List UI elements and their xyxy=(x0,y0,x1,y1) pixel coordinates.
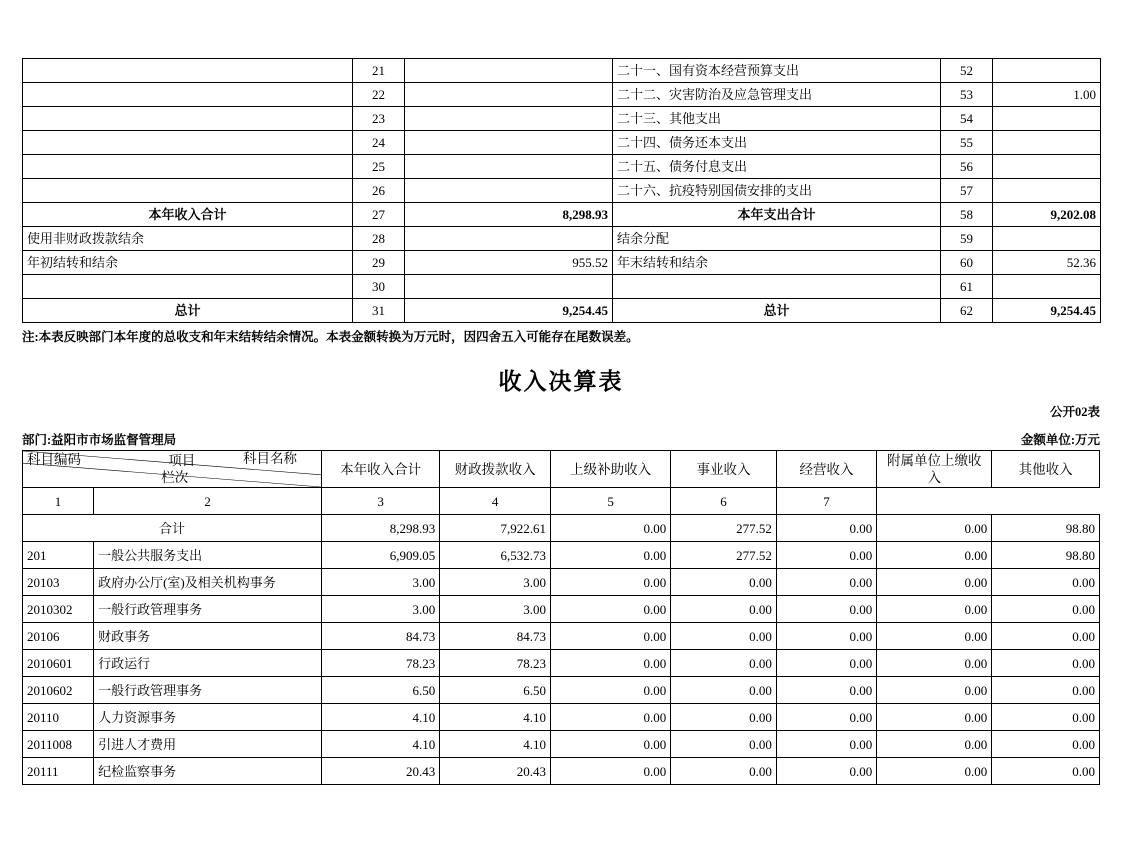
form-number: 公开02表 xyxy=(1049,405,1100,419)
cell-value: 0.00 xyxy=(877,758,992,785)
cell-value: 6.50 xyxy=(440,677,551,704)
func-code: 2010601 xyxy=(23,650,94,677)
cell-value: 0.00 xyxy=(551,704,671,731)
cell-value: 0.00 xyxy=(671,569,777,596)
left-row-no: 21 xyxy=(353,59,405,83)
subject-name: 人力资源事务 xyxy=(94,704,322,731)
cell-value: 277.52 xyxy=(671,542,777,569)
cell-value: 78.23 xyxy=(440,650,551,677)
cell-value: 0.00 xyxy=(877,623,992,650)
right-label: 结余分配 xyxy=(613,227,941,251)
left-label xyxy=(23,275,353,299)
table-row xyxy=(23,758,1100,785)
cell-value: 0.00 xyxy=(671,758,777,785)
column-number: 4 xyxy=(440,488,551,515)
left-row-no: 27 xyxy=(353,203,405,227)
left-label xyxy=(23,131,353,155)
right-row-no: 62 xyxy=(941,299,993,323)
func-code: 20103 xyxy=(23,569,94,596)
column-number: 1 xyxy=(23,488,94,515)
left-row-no: 31 xyxy=(353,299,405,323)
cell-value: 0.00 xyxy=(776,569,876,596)
cell-value: 4.10 xyxy=(322,731,440,758)
right-row-no: 52 xyxy=(941,59,993,83)
cell-value: 0.00 xyxy=(551,650,671,677)
cell-value: 6,909.05 xyxy=(322,542,440,569)
right-label: 二十六、抗疫特别国债安排的支出 xyxy=(613,179,941,203)
total-value: 0.00 xyxy=(776,515,876,542)
subject-name: 纪检监察事务 xyxy=(94,758,322,785)
right-row-no: 54 xyxy=(941,107,993,131)
cell-value: 0.00 xyxy=(992,623,1100,650)
cell-value: 4.10 xyxy=(322,704,440,731)
cell-value: 0.00 xyxy=(877,542,992,569)
cell-value: 0.00 xyxy=(671,731,777,758)
right-amount: 9,254.45 xyxy=(993,299,1101,323)
left-amount xyxy=(405,59,613,83)
right-row-no: 53 xyxy=(941,83,993,107)
income-table-body xyxy=(23,515,1100,785)
right-amount xyxy=(993,275,1101,299)
cell-value: 0.00 xyxy=(877,569,992,596)
table-row xyxy=(23,569,1100,596)
total-value: 0.00 xyxy=(877,515,992,542)
right-row-no: 60 xyxy=(941,251,993,275)
cell-value: 0.00 xyxy=(992,596,1100,623)
subject-name: 一般行政管理事务 xyxy=(94,677,322,704)
subject-name: 引进人才费用 xyxy=(94,731,322,758)
func-code: 2010302 xyxy=(23,596,94,623)
right-row-no: 59 xyxy=(941,227,993,251)
table-row xyxy=(23,251,1101,275)
cell-value: 0.00 xyxy=(551,569,671,596)
right-row-no: 57 xyxy=(941,179,993,203)
left-amount xyxy=(405,227,613,251)
header-row xyxy=(23,451,1100,488)
cell-value: 0.00 xyxy=(877,650,992,677)
left-amount xyxy=(405,83,613,107)
cell-value: 6.50 xyxy=(322,677,440,704)
table-row xyxy=(23,623,1100,650)
amount-unit-label: 金额单位:万元 xyxy=(1020,433,1100,447)
expenditure-table-body xyxy=(23,59,1101,323)
total-value: 7,922.61 xyxy=(440,515,551,542)
income-table-head xyxy=(23,451,1100,515)
table-row-total xyxy=(23,515,1100,542)
right-row-no: 56 xyxy=(941,155,993,179)
cell-value: 0.00 xyxy=(992,758,1100,785)
column-header: 本年收入合计 xyxy=(322,451,440,488)
right-label: 本年支出合计 xyxy=(613,203,941,227)
table-row xyxy=(23,155,1101,179)
cell-value: 0.00 xyxy=(992,677,1100,704)
corner-header-cell xyxy=(23,451,322,488)
right-amount xyxy=(993,131,1101,155)
column-header: 经营收入 xyxy=(776,451,876,488)
table-row xyxy=(23,131,1101,155)
cell-value: 20.43 xyxy=(440,758,551,785)
cell-value: 0.00 xyxy=(776,596,876,623)
right-label: 二十二、灾害防治及应急管理支出 xyxy=(613,83,941,107)
subject-name: 一般行政管理事务 xyxy=(94,596,322,623)
right-amount: 52.36 xyxy=(993,251,1101,275)
cell-value: 0.00 xyxy=(551,731,671,758)
column-number: 6 xyxy=(671,488,777,515)
cell-value: 20.43 xyxy=(322,758,440,785)
left-row-no: 22 xyxy=(353,83,405,107)
left-row-no: 24 xyxy=(353,131,405,155)
right-label: 二十三、其他支出 xyxy=(613,107,941,131)
left-row-no: 26 xyxy=(353,179,405,203)
left-amount: 8,298.93 xyxy=(405,203,613,227)
table-row xyxy=(23,275,1101,299)
cell-value: 0.00 xyxy=(776,623,876,650)
func-code: 2010602 xyxy=(23,677,94,704)
cell-value: 0.00 xyxy=(776,650,876,677)
table-row xyxy=(23,179,1101,203)
cell-value: 98.80 xyxy=(992,542,1100,569)
func-code: 201 xyxy=(23,542,94,569)
func-code: 2011008 xyxy=(23,731,94,758)
corner-func-code-label xyxy=(27,451,81,468)
cell-value: 3.00 xyxy=(440,569,551,596)
subject-name: 一般公共服务支出 xyxy=(94,542,322,569)
table-row xyxy=(23,704,1100,731)
column-header: 附属单位上缴收入 xyxy=(877,451,992,488)
cell-value: 0.00 xyxy=(992,704,1100,731)
left-label xyxy=(23,83,353,107)
cell-value: 0.00 xyxy=(671,677,777,704)
func-code: 20111 xyxy=(23,758,94,785)
cell-value: 3.00 xyxy=(322,596,440,623)
total-value: 98.80 xyxy=(992,515,1100,542)
table-row xyxy=(23,731,1100,758)
left-label: 年初结转和结余 xyxy=(23,251,353,275)
right-row-no: 55 xyxy=(941,131,993,155)
document-page xyxy=(0,58,1122,851)
income-final-accounts-table xyxy=(22,450,1100,785)
left-row-no: 28 xyxy=(353,227,405,251)
cell-value: 0.00 xyxy=(877,704,992,731)
table-row xyxy=(23,596,1100,623)
table-meta-row xyxy=(22,430,1100,448)
left-amount xyxy=(405,275,613,299)
column-header: 事业收入 xyxy=(671,451,777,488)
left-label xyxy=(23,59,353,83)
right-amount xyxy=(993,59,1101,83)
left-amount: 955.52 xyxy=(405,251,613,275)
cell-value: 0.00 xyxy=(776,758,876,785)
cell-value: 0.00 xyxy=(877,677,992,704)
cell-value: 3.00 xyxy=(322,569,440,596)
column-header: 其他收入 xyxy=(992,451,1100,488)
left-row-no: 25 xyxy=(353,155,405,179)
table-row-grand-total xyxy=(23,299,1101,323)
department-label: 部门:益阳市市场监督管理局 xyxy=(22,433,177,447)
cell-value: 4.10 xyxy=(440,731,551,758)
right-label: 二十五、债务付息支出 xyxy=(613,155,941,179)
left-label: 总计 xyxy=(23,299,353,323)
left-amount xyxy=(405,107,613,131)
corner-lanci-label: 栏次 xyxy=(161,470,189,485)
left-row-no: 30 xyxy=(353,275,405,299)
subject-name: 财政事务 xyxy=(94,623,322,650)
cell-value: 0.00 xyxy=(776,704,876,731)
right-amount xyxy=(993,155,1101,179)
total-value: 0.00 xyxy=(551,515,671,542)
cell-value: 0.00 xyxy=(776,677,876,704)
right-label: 年末结转和结余 xyxy=(613,251,941,275)
left-label: 使用非财政拨款结余 xyxy=(23,227,353,251)
right-row-no: 61 xyxy=(941,275,993,299)
column-number: 3 xyxy=(322,488,440,515)
right-amount xyxy=(993,227,1101,251)
column-number: 2 xyxy=(94,488,322,515)
corner-project-label: 项目 xyxy=(168,453,196,468)
cell-value: 0.00 xyxy=(551,542,671,569)
column-header: 财政拨款收入 xyxy=(440,451,551,488)
cell-value: 0.00 xyxy=(776,731,876,758)
cell-value: 84.73 xyxy=(440,623,551,650)
right-amount xyxy=(993,107,1101,131)
cell-value: 78.23 xyxy=(322,650,440,677)
cell-value: 4.10 xyxy=(440,704,551,731)
func-code: 20106 xyxy=(23,623,94,650)
cell-value: 0.00 xyxy=(671,650,777,677)
right-label: 二十四、债务还本支出 xyxy=(613,131,941,155)
right-amount: 9,202.08 xyxy=(993,203,1101,227)
cell-value: 0.00 xyxy=(776,542,876,569)
cell-value: 0.00 xyxy=(671,704,777,731)
left-label xyxy=(23,179,353,203)
table-row-total-year xyxy=(23,203,1101,227)
left-row-no: 23 xyxy=(353,107,405,131)
func-code: 20110 xyxy=(23,704,94,731)
table-row xyxy=(23,83,1101,107)
total-label: 合计 xyxy=(23,515,322,542)
cell-value: 0.00 xyxy=(992,650,1100,677)
total-value: 277.52 xyxy=(671,515,777,542)
corner-func-code-line2: 科目编码 xyxy=(27,452,81,467)
table-row xyxy=(23,107,1101,131)
cell-value: 3.00 xyxy=(440,596,551,623)
subject-name: 行政运行 xyxy=(94,650,322,677)
table-row xyxy=(23,59,1101,83)
left-amount: 9,254.45 xyxy=(405,299,613,323)
column-header: 上级补助收入 xyxy=(551,451,671,488)
cell-value: 0.00 xyxy=(551,758,671,785)
cell-value: 0.00 xyxy=(551,677,671,704)
table-row xyxy=(23,227,1101,251)
cell-value: 6,532.73 xyxy=(440,542,551,569)
table-row xyxy=(23,650,1100,677)
right-label: 二十一、国有资本经营预算支出 xyxy=(613,59,941,83)
corner-subject-name-label: 科目名称 xyxy=(243,451,298,466)
right-row-no: 58 xyxy=(941,203,993,227)
left-label xyxy=(23,155,353,179)
column-number: 5 xyxy=(551,488,671,515)
cell-value: 0.00 xyxy=(992,569,1100,596)
right-amount xyxy=(993,179,1101,203)
cell-value: 0.00 xyxy=(551,596,671,623)
expenditure-continuation-table xyxy=(22,58,1101,323)
cell-value: 0.00 xyxy=(877,596,992,623)
table-row xyxy=(23,542,1100,569)
cell-value: 0.00 xyxy=(671,623,777,650)
left-row-no: 29 xyxy=(353,251,405,275)
left-amount xyxy=(405,155,613,179)
left-amount xyxy=(405,131,613,155)
left-label xyxy=(23,107,353,131)
right-label: 总计 xyxy=(613,299,941,323)
cell-value: 0.00 xyxy=(877,731,992,758)
column-number-row xyxy=(23,488,1100,515)
right-label xyxy=(613,275,941,299)
left-amount xyxy=(405,179,613,203)
table-row xyxy=(23,677,1100,704)
column-number: 7 xyxy=(776,488,876,515)
table-note: 注:本表反映部门本年度的总收支和年末结转结余情况。本表金额转换为万元时，因四舍五入可能存在尾数误差。 xyxy=(22,330,639,344)
cell-value: 0.00 xyxy=(992,731,1100,758)
cell-value: 84.73 xyxy=(322,623,440,650)
page-title: 收入决算表 xyxy=(498,369,624,394)
cell-value: 0.00 xyxy=(671,596,777,623)
subject-name: 政府办公厅(室)及相关机构事务 xyxy=(94,569,322,596)
total-value: 8,298.93 xyxy=(322,515,440,542)
left-label: 本年收入合计 xyxy=(23,203,353,227)
right-amount: 1.00 xyxy=(993,83,1101,107)
cell-value: 0.00 xyxy=(551,623,671,650)
